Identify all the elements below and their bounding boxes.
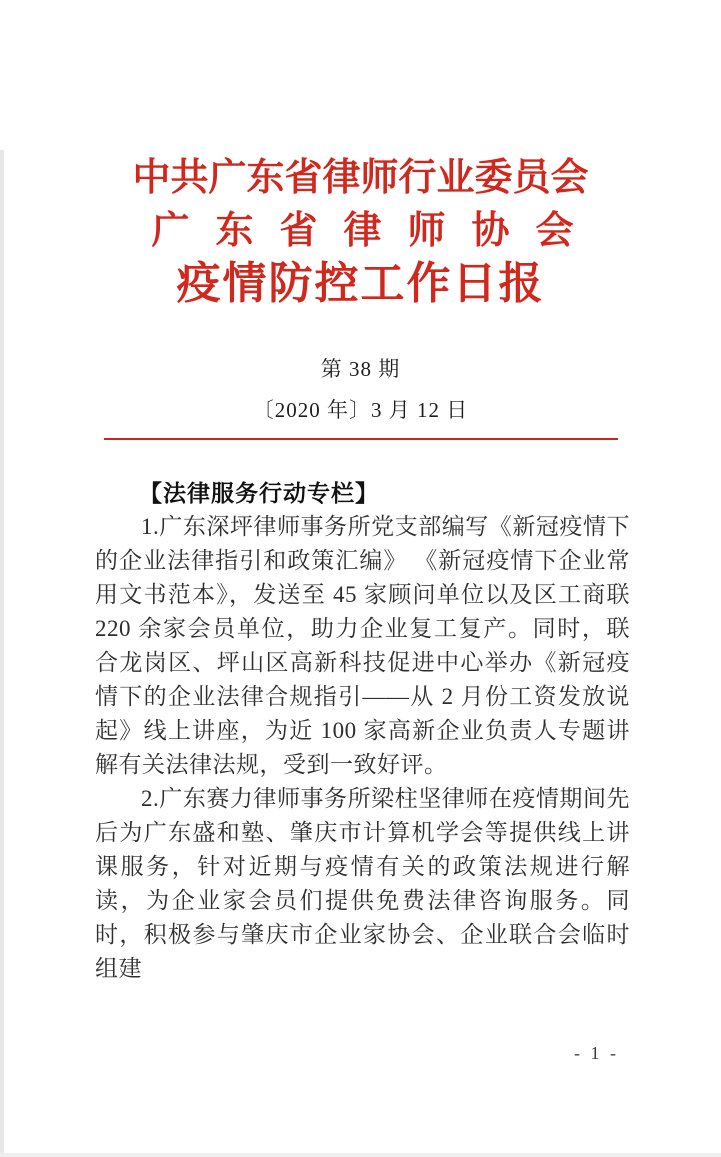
document-body: [95, 476, 630, 986]
section-heading-legal-services: 【法律服务行动专栏】: [139, 480, 379, 506]
document-page: [0, 150, 721, 1157]
red-divider-rule: [104, 438, 618, 440]
issue-date: 〔2020 年〕3 月 12 日: [252, 398, 469, 422]
paragraph-item-1: 1.广东深坪律师事务所党支部编写《新冠疫情下的企业法律指引和政策汇编》 《新冠疫情下企业常用文书范本》，发送至 45 家顾问单位以及区工商联 220 余家会员单位，助力企业复工复产。同时，联合龙岗区、坪山区高新科技促进中心举办《新冠疫情下的企业法律合规指引——从 2 月份工资发放说起》线上讲座，为近 100 家高新企业负责人专题讲解有关法律法规，受到一致好评。: [95, 514, 630, 777]
title-line-committee: 中共广东省律师行业委员会: [132, 157, 589, 199]
page-number: - 1 -: [574, 1043, 619, 1063]
document-title-block: [132, 150, 600, 312]
paragraph-item-2: 2.广东赛力律师事务所梁柱坚律师在疫情期间先后为广东盛和塾、肇庆市计算机学会等提供线上讲课服务，针对近期与疫情有关的政策法规进行解读，为企业家会员们提供免费法律咨询服务。同时，积极参与肇庆市企业家协会、企业联合会临时组建: [95, 786, 630, 981]
title-line-report-name: 疫情防控工作日报: [176, 259, 545, 308]
issue-number: 第 38 期: [320, 357, 401, 381]
page-left-edge-shadow: [0, 150, 4, 1157]
title-line-association: 广东省律师协会: [151, 210, 600, 252]
page-bottom-edge-shadow: [0, 1153, 721, 1157]
